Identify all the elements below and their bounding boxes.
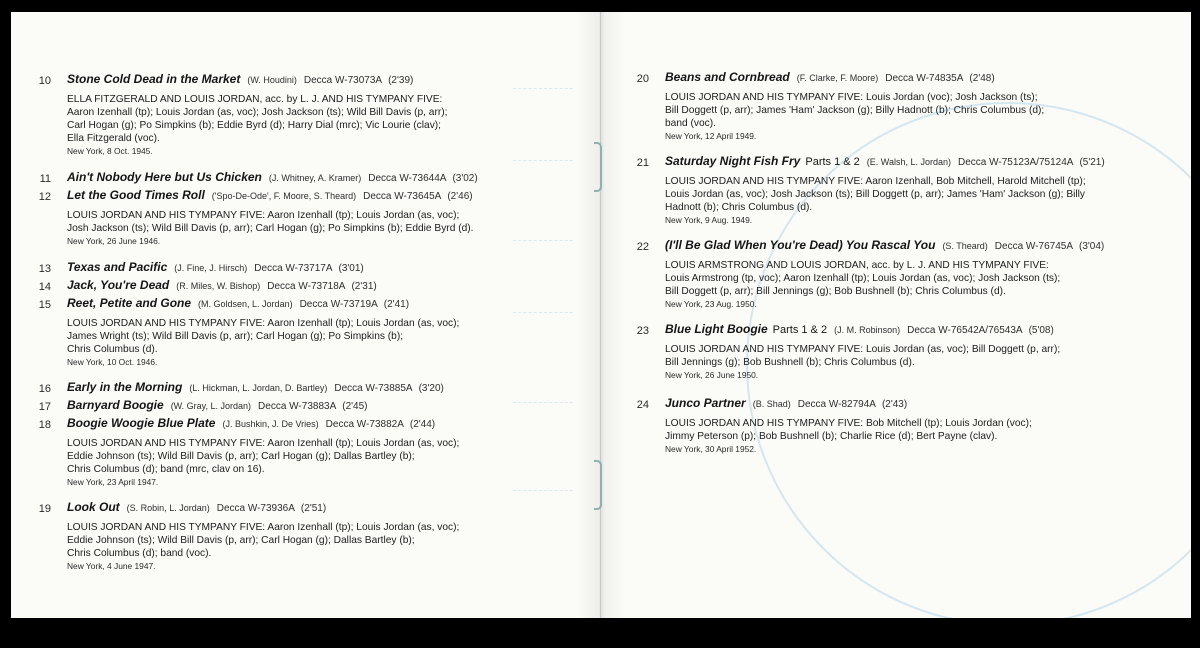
track-personnel xyxy=(67,437,571,476)
personnel-line: James Wright (ts); Wild Bill Davis (p, arr); Carl Hogan (g); Po Simpkins (b); xyxy=(67,331,404,342)
track-personnel xyxy=(665,175,1179,214)
track-number: 10 xyxy=(38,75,51,87)
track-number: 11 xyxy=(39,173,51,185)
track-title-line xyxy=(67,500,326,514)
track-catalog: Decca W-76745A xyxy=(994,241,1073,252)
track-personnel xyxy=(67,93,571,145)
track-duration: (2'31) xyxy=(351,281,377,292)
track-title-line xyxy=(67,72,413,86)
recording-date: New York, 30 April 1952. xyxy=(665,444,757,454)
track-duration: (2'46) xyxy=(447,191,473,202)
track-15 xyxy=(11,296,571,368)
track-composers: (S. Theard) xyxy=(942,241,988,251)
track-catalog: Decca W-73883A xyxy=(258,401,337,412)
track-duration: (2'45) xyxy=(342,401,368,412)
recording-date: New York, 26 June 1950. xyxy=(665,370,759,380)
track-number: 20 xyxy=(636,73,649,85)
personnel-line: LOUIS JORDAN AND HIS TYMPANY FIVE: Aaron Izenhall (tp); Louis Jordan (as, voc); xyxy=(67,522,460,533)
track-personnel xyxy=(665,91,1179,130)
track-catalog: Decca W-74835A xyxy=(885,73,964,84)
track-title-line xyxy=(67,296,409,310)
track-parts: Parts 1 & 2 xyxy=(805,156,860,168)
track-duration: (2'41) xyxy=(383,299,410,310)
track-catalog: Decca W-73719A xyxy=(299,299,378,310)
personnel-line: Louis Armstrong (tp, voc); Aaron Izenhall (tp); Louis Jordan (as, voc); Josh Jackson (ts); xyxy=(665,273,1061,284)
personnel-line: Eddie Johnson (ts); Wild Bill Davis (p, arr); Carl Hogan (g); Dallas Bartley (b); xyxy=(67,451,415,462)
personnel-line: Louis Jordan (as, voc); Josh Jackson (ts); Bill Doggett (p, arr); James 'Ham' Jackson (g); Billy xyxy=(665,189,1086,200)
track-header xyxy=(11,170,571,188)
recording-date: New York, 26 June 1946. xyxy=(67,236,161,246)
track-catalog: Decca W-73717A xyxy=(254,263,333,274)
track-personnel xyxy=(665,259,1179,298)
track-parts: Parts 1 & 2 xyxy=(772,324,828,336)
recording-date: New York, 9 Aug. 1949. xyxy=(665,215,753,225)
track-21 xyxy=(609,154,1179,226)
track-title-line xyxy=(67,398,368,412)
recording-date: New York, 23 Aug. 1950. xyxy=(665,299,757,309)
track-personnel xyxy=(665,343,1179,369)
track-number: 21 xyxy=(636,157,649,169)
personnel-line: LOUIS JORDAN AND HIS TYMPANY FIVE: Aaron Izenhall, Bob Mitchell, Harold Mitchell (tp); xyxy=(665,176,1086,187)
track-title: (I'll Be Glad When You're Dead) You Rascal You xyxy=(665,238,936,252)
track-catalog: Decca W-76542A/76543A xyxy=(907,325,1023,336)
track-title-line xyxy=(67,278,377,292)
recording-date: New York, 23 April 1947. xyxy=(67,477,159,487)
personnel-line: LOUIS JORDAN AND HIS TYMPANY FIVE: Aaron Izenhall (tp); Louis Jordan (as, voc); xyxy=(67,210,460,221)
track-number: 23 xyxy=(636,325,649,337)
track-duration: (2'51) xyxy=(300,503,327,514)
track-composers: ('Spo-De-Ode', F. Moore, S. Theard) xyxy=(211,191,357,201)
track-catalog: Decca W-73885A xyxy=(334,383,413,394)
staple-bottom xyxy=(594,460,602,510)
track-catalog: Decca W-73718A xyxy=(267,281,346,292)
track-title: Junco Partner xyxy=(665,396,746,410)
track-header xyxy=(11,398,571,416)
track-personnel xyxy=(67,209,571,235)
personnel-line: Chris Columbus (d); band (mrc, clav on 16). xyxy=(67,464,265,475)
personnel-line: Bill Doggett (p, arr); James 'Ham' Jackson (g); Billy Hadnott (b); Chris Columbus (d); xyxy=(665,105,1045,116)
track-header xyxy=(609,322,1179,340)
track-number: 18 xyxy=(38,419,51,431)
track-catalog: Decca W-82794A xyxy=(797,399,876,410)
track-title-line xyxy=(665,238,1104,252)
track-title: Boogie Woogie Blue Plate xyxy=(67,416,216,430)
track-personnel xyxy=(67,317,571,356)
track-title: Look Out xyxy=(67,500,120,514)
track-composers: (W. Gray, L. Jordan) xyxy=(170,401,252,411)
track-header xyxy=(11,416,571,434)
track-number: 14 xyxy=(38,281,51,293)
personnel-line: LOUIS JORDAN AND HIS TYMPANY FIVE: Louis Jordan (voc); Josh Jackson (ts); xyxy=(665,92,1038,103)
personnel-line: Chris Columbus (d); band (voc). xyxy=(67,548,212,559)
track-number: 12 xyxy=(38,191,51,203)
track-title: Texas and Pacific xyxy=(67,260,168,274)
track-duration: (2'39) xyxy=(388,75,414,86)
recording-date: New York, 10 Oct. 1946. xyxy=(67,357,158,367)
track-duration: (3'02) xyxy=(452,173,478,184)
track-number: 13 xyxy=(38,263,51,275)
track-number: 16 xyxy=(38,383,51,395)
track-title-line xyxy=(665,154,1105,168)
track-header xyxy=(11,500,571,518)
track-title-line xyxy=(67,170,478,184)
track-duration: (2'43) xyxy=(881,399,908,410)
track-number: 15 xyxy=(38,299,51,311)
personnel-line: Aaron Izenhall (tp); Louis Jordan (as, voc); Josh Jackson (ts); Wild Bill Davis (p, arr); xyxy=(67,107,448,118)
track-18 xyxy=(11,416,571,488)
bleed-through-line xyxy=(513,490,573,491)
personnel-line: Carl Hogan (g); Po Simpkins (b); Eddie Byrd (d); Harry Dial (mrc); Vic Lourie (clav); xyxy=(67,120,442,131)
track-title-line xyxy=(67,260,364,274)
track-14 xyxy=(11,278,571,296)
track-header xyxy=(11,260,571,278)
track-catalog: Decca W-73644A xyxy=(368,173,447,184)
track-number: 24 xyxy=(636,399,649,411)
track-13 xyxy=(11,260,571,278)
track-title: Barnyard Boogie xyxy=(67,398,164,412)
track-number: 19 xyxy=(38,503,51,515)
personnel-line: Bill Doggett (p, arr); Bill Jennings (g); Bob Bushnell (b); Chris Columbus (d). xyxy=(665,286,1006,297)
track-duration: (5'08) xyxy=(1028,325,1054,336)
track-duration: (2'48) xyxy=(969,73,995,84)
track-duration: (3'04) xyxy=(1079,241,1105,252)
track-title: Stone Cold Dead in the Market xyxy=(67,72,241,86)
track-number: 22 xyxy=(636,241,649,253)
track-personnel xyxy=(67,521,571,560)
personnel-line: LOUIS JORDAN AND HIS TYMPANY FIVE: Aaron Izenhall (tp); Louis Jordan (as, voc); xyxy=(67,438,460,449)
recording-date: New York, 8 Oct. 1945. xyxy=(67,146,153,156)
staple-top xyxy=(594,142,602,192)
track-header xyxy=(609,70,1179,88)
track-catalog: Decca W-73936A xyxy=(216,503,295,514)
track-22 xyxy=(609,238,1179,310)
personnel-line: ELLA FITZGERALD AND LOUIS JORDAN, acc. by L. J. AND HIS TYMPANY FIVE: xyxy=(67,94,443,105)
track-composers: (J. Fine, J. Hirsch) xyxy=(174,263,248,273)
track-header xyxy=(609,154,1179,172)
track-title-line xyxy=(67,416,435,430)
track-title: Beans and Cornbread xyxy=(665,70,790,84)
personnel-line: LOUIS JORDAN AND HIS TYMPANY FIVE: Aaron Izenhall (tp); Louis Jordan (as, voc); xyxy=(67,318,460,329)
track-title: Early in the Morning xyxy=(67,380,183,394)
track-composers: (B. Shad) xyxy=(752,399,791,409)
bleed-through-line xyxy=(513,160,573,161)
personnel-line: Hadnott (b); Chris Columbus (d). xyxy=(665,202,813,213)
track-composers: (S. Robin, L. Jordan) xyxy=(126,503,210,513)
track-title: Reet, Petite and Gone xyxy=(67,296,192,310)
track-header xyxy=(11,278,571,296)
track-composers: (J. Whitney, A. Kramer) xyxy=(268,173,362,183)
track-17 xyxy=(11,398,571,416)
personnel-line: band (voc). xyxy=(665,118,716,129)
track-number: 17 xyxy=(38,401,51,413)
track-12 xyxy=(11,188,571,247)
personnel-line: Ella Fitzgerald (voc). xyxy=(67,133,160,144)
track-catalog: Decca W-75123A/75124A xyxy=(957,157,1074,168)
track-composers: (E. Walsh, L. Jordan) xyxy=(866,157,951,167)
track-duration: (5'21) xyxy=(1079,157,1105,168)
track-duration: (3'20) xyxy=(418,383,444,394)
track-title: Blue Light Boogie xyxy=(665,322,768,336)
track-10 xyxy=(11,72,571,157)
personnel-line: Eddie Johnson (ts); Wild Bill Davis (p, arr); Carl Hogan (g); Dallas Bartley (b); xyxy=(67,535,415,546)
track-title: Jack, You're Dead xyxy=(67,278,170,292)
track-title: Saturday Night Fish Fry xyxy=(665,154,801,168)
track-24 xyxy=(609,396,1179,455)
track-title-line xyxy=(665,322,1054,336)
track-personnel xyxy=(665,417,1179,443)
personnel-line: Chris Columbus (d). xyxy=(67,344,158,355)
track-composers: (M. Goldsen, L. Jordan) xyxy=(198,299,293,309)
track-catalog: Decca W-73073A xyxy=(303,75,383,86)
track-title: Let the Good Times Roll xyxy=(67,188,205,202)
track-16 xyxy=(11,380,571,398)
track-catalog: Decca W-73882A xyxy=(325,419,404,430)
track-composers: (L. Hickman, L. Jordan, D. Bartley) xyxy=(189,383,328,393)
track-11 xyxy=(11,170,571,188)
personnel-line: LOUIS JORDAN AND HIS TYMPANY FIVE: Bob Mitchell (tp); Louis Jordan (voc); xyxy=(665,418,1032,429)
track-title: Ain't Nobody Here but Us Chicken xyxy=(67,170,262,184)
personnel-line: Josh Jackson (ts); Wild Bill Davis (p, arr); Carl Hogan (g); Po Simpkins (b); Eddie Byrd (d). xyxy=(67,223,474,234)
recording-date: New York, 12 April 1949. xyxy=(665,131,757,141)
personnel-line: LOUIS JORDAN AND HIS TYMPANY FIVE: Louis Jordan (as, voc); Bill Doggett (p, arr); xyxy=(665,344,1061,355)
track-composers: (J. M. Robinson) xyxy=(834,325,901,335)
track-20 xyxy=(609,70,1179,142)
track-composers: (J. Bushkin, J. De Vries) xyxy=(222,419,319,429)
track-header xyxy=(11,296,571,314)
track-duration: (2'44) xyxy=(409,419,436,430)
track-header xyxy=(609,396,1179,414)
track-19 xyxy=(11,500,571,572)
track-duration: (3'01) xyxy=(338,263,364,274)
track-composers: (R. Miles, W. Bishop) xyxy=(176,281,261,291)
personnel-line: Bill Jennings (g); Bob Bushnell (b); Chris Columbus (d). xyxy=(665,357,915,368)
track-title-line xyxy=(67,380,444,394)
track-title-line xyxy=(665,70,995,84)
personnel-line: LOUIS ARMSTRONG AND LOUIS JORDAN, acc. by L. J. AND HIS TYMPANY FIVE: xyxy=(665,260,1049,271)
recording-date: New York, 4 June 1947. xyxy=(67,561,156,571)
track-header xyxy=(609,238,1179,256)
track-header xyxy=(11,380,571,398)
track-title-line xyxy=(665,396,907,410)
track-header xyxy=(11,188,571,206)
booklet-spread xyxy=(11,12,1191,618)
track-23 xyxy=(609,322,1179,381)
personnel-line: Jimmy Peterson (p); Bob Bushnell (b); Charlie Rice (d); Bert Payne (clav). xyxy=(665,431,998,442)
spine-fold xyxy=(600,12,601,618)
track-header xyxy=(11,72,571,90)
track-composers: (F. Clarke, F. Moore) xyxy=(796,73,879,83)
track-catalog: Decca W-73645A xyxy=(363,191,442,202)
track-composers: (W. Houdini) xyxy=(247,75,297,85)
track-title-line xyxy=(67,188,473,202)
